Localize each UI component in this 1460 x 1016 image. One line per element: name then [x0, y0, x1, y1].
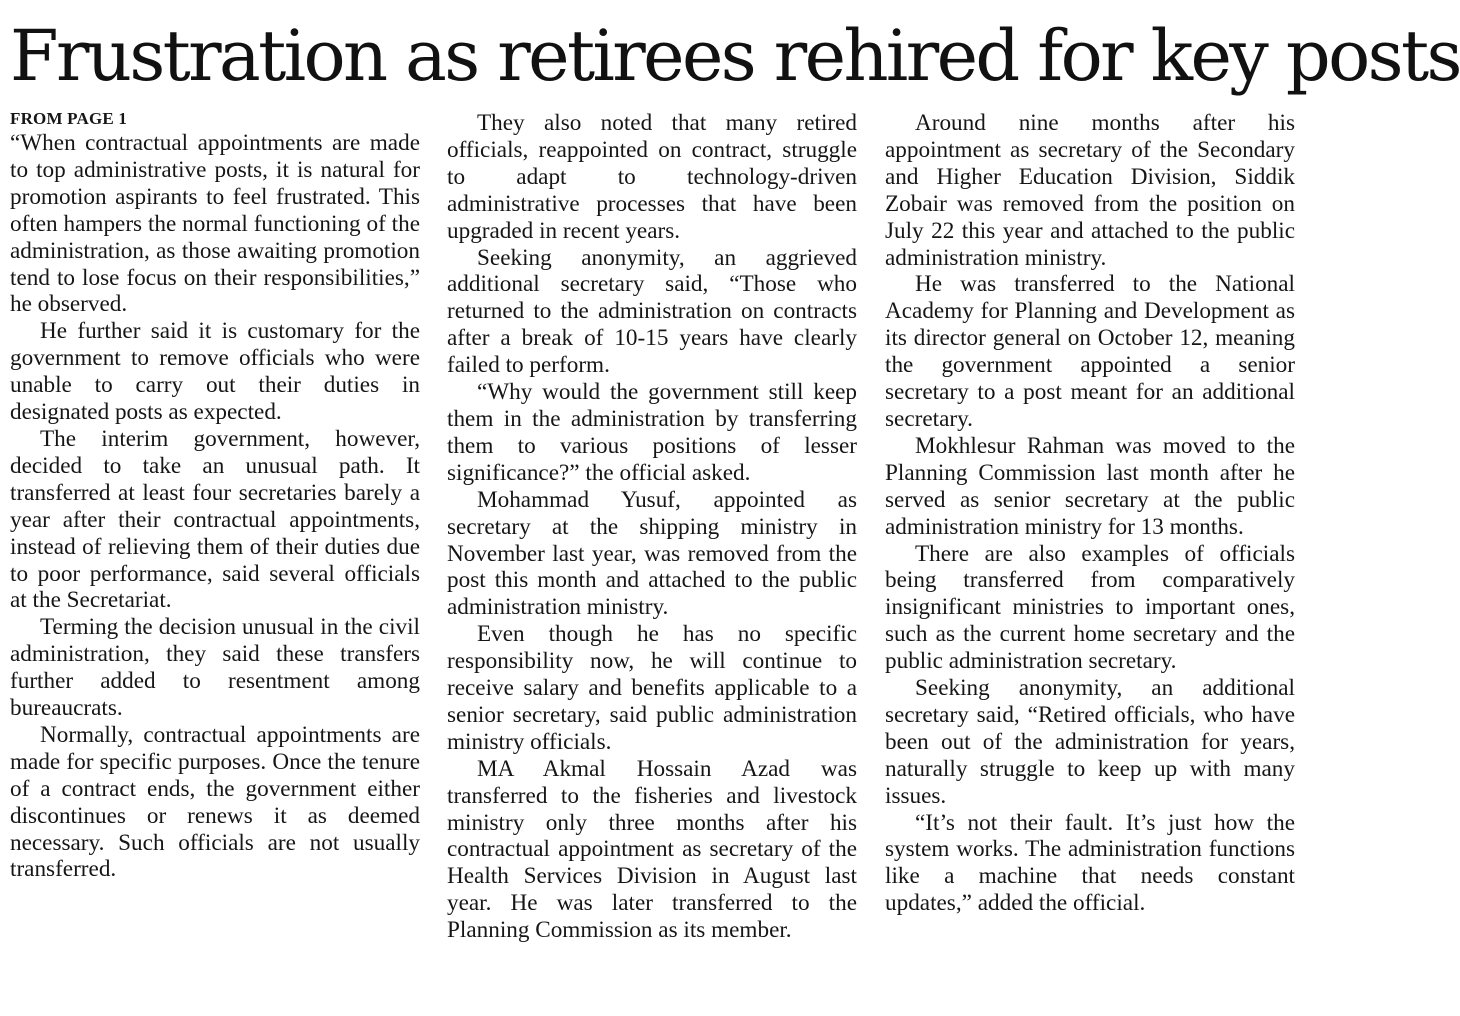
article-column-1 [10, 108, 420, 883]
article-column-2 [447, 110, 857, 944]
paragraph: Terming the decision unusual in the civil administration, they said these transfers further added to resentment among bureaucrats. [10, 614, 420, 722]
paragraph: Normally, contractual appointments are made for specific purposes. Once the tenure of a contract ends, the government either discontinues or renews it as deemed necessary. Such officials are not usually transferred. [10, 721, 420, 883]
paragraph: He was transferred to the National Academy for Planning and Development as its director general on October 12, meaning the government appointed a senior secretary to a post meant for an additional secretary. [885, 271, 1295, 432]
paragraph: Around nine months after his appointment as secretary of the Secondary and Higher Education Division, Siddik Zobair was removed from the position on July 22 this year and attached to the public administration ministry. [885, 110, 1295, 271]
paragraph: Even though he has no specific responsibility now, he will continue to receive salary and benefits applicable to a senior secretary, said public administration ministry officials. [447, 621, 857, 755]
jump-kicker: FROM PAGE 1 [10, 109, 128, 128]
paragraph: They also noted that many retired officials, reappointed on contract, struggle to adapt to technology-driven administrative processes that have been upgraded in recent years. [447, 110, 857, 244]
article-column-3 [885, 110, 1295, 917]
paragraph: “Why would the government still keep them in the administration by transferring them to various positions of lesser significance?” the official asked. [447, 379, 857, 486]
paragraph: There are also examples of officials being transferred from comparatively insignificant ministries to important ones, such as the current home secretary and the public administration secretary. [885, 540, 1295, 675]
paragraph: Seeking anonymity, an aggrieved additional secretary said, “Those who returned to the administration on contracts after a break of 10-15 years have clearly failed to perform. [447, 244, 857, 379]
paragraph: Mokhlesur Rahman was moved to the Planning Commission last month after he served as senior secretary at the public administration ministry for 13 months. [885, 432, 1295, 540]
paragraph: “It’s not their fault. It’s just how the system works. The administration functions like a machine that needs constant updates,” added the official. [885, 809, 1295, 917]
paragraph: Seeking anonymity, an additional secretary said, “Retired officials, who have been out of the administration for years, naturally struggle to keep up with many issues. [885, 675, 1295, 809]
paragraph: Mohammad Yusuf, appointed as secretary at the shipping ministry in November last year, was removed from the post this month and attached to the public administration ministry. [447, 486, 857, 621]
paragraph: The interim government, however, decided to take an unusual path. It transferred at least four secretaries barely a year after their contractual appointments, instead of relieving them of their duties due to poor performance, said several officials at the Secretariat. [10, 425, 420, 614]
paragraph: MA Akmal Hossain Azad was transferred to the fisheries and livestock ministry only three months after his contractual appointment as secretary of the Health Services Division in August last year. He was later transferred to the Planning Commission as its member. [447, 755, 857, 944]
paragraph: He further said it is customary for the government to remove officials who were unable to carry out their duties in designated posts as expected. [10, 318, 420, 426]
headline: Frustration as retirees rehired for key posts [10, 15, 1460, 97]
paragraph: “When contractual appointments are made to top administrative posts, it is natural for promotion aspirants to feel frustrated. This often hampers the normal functioning of the administration, as those awaiting promotion tend to lose focus on their responsibilities,” he observed. [10, 130, 420, 318]
